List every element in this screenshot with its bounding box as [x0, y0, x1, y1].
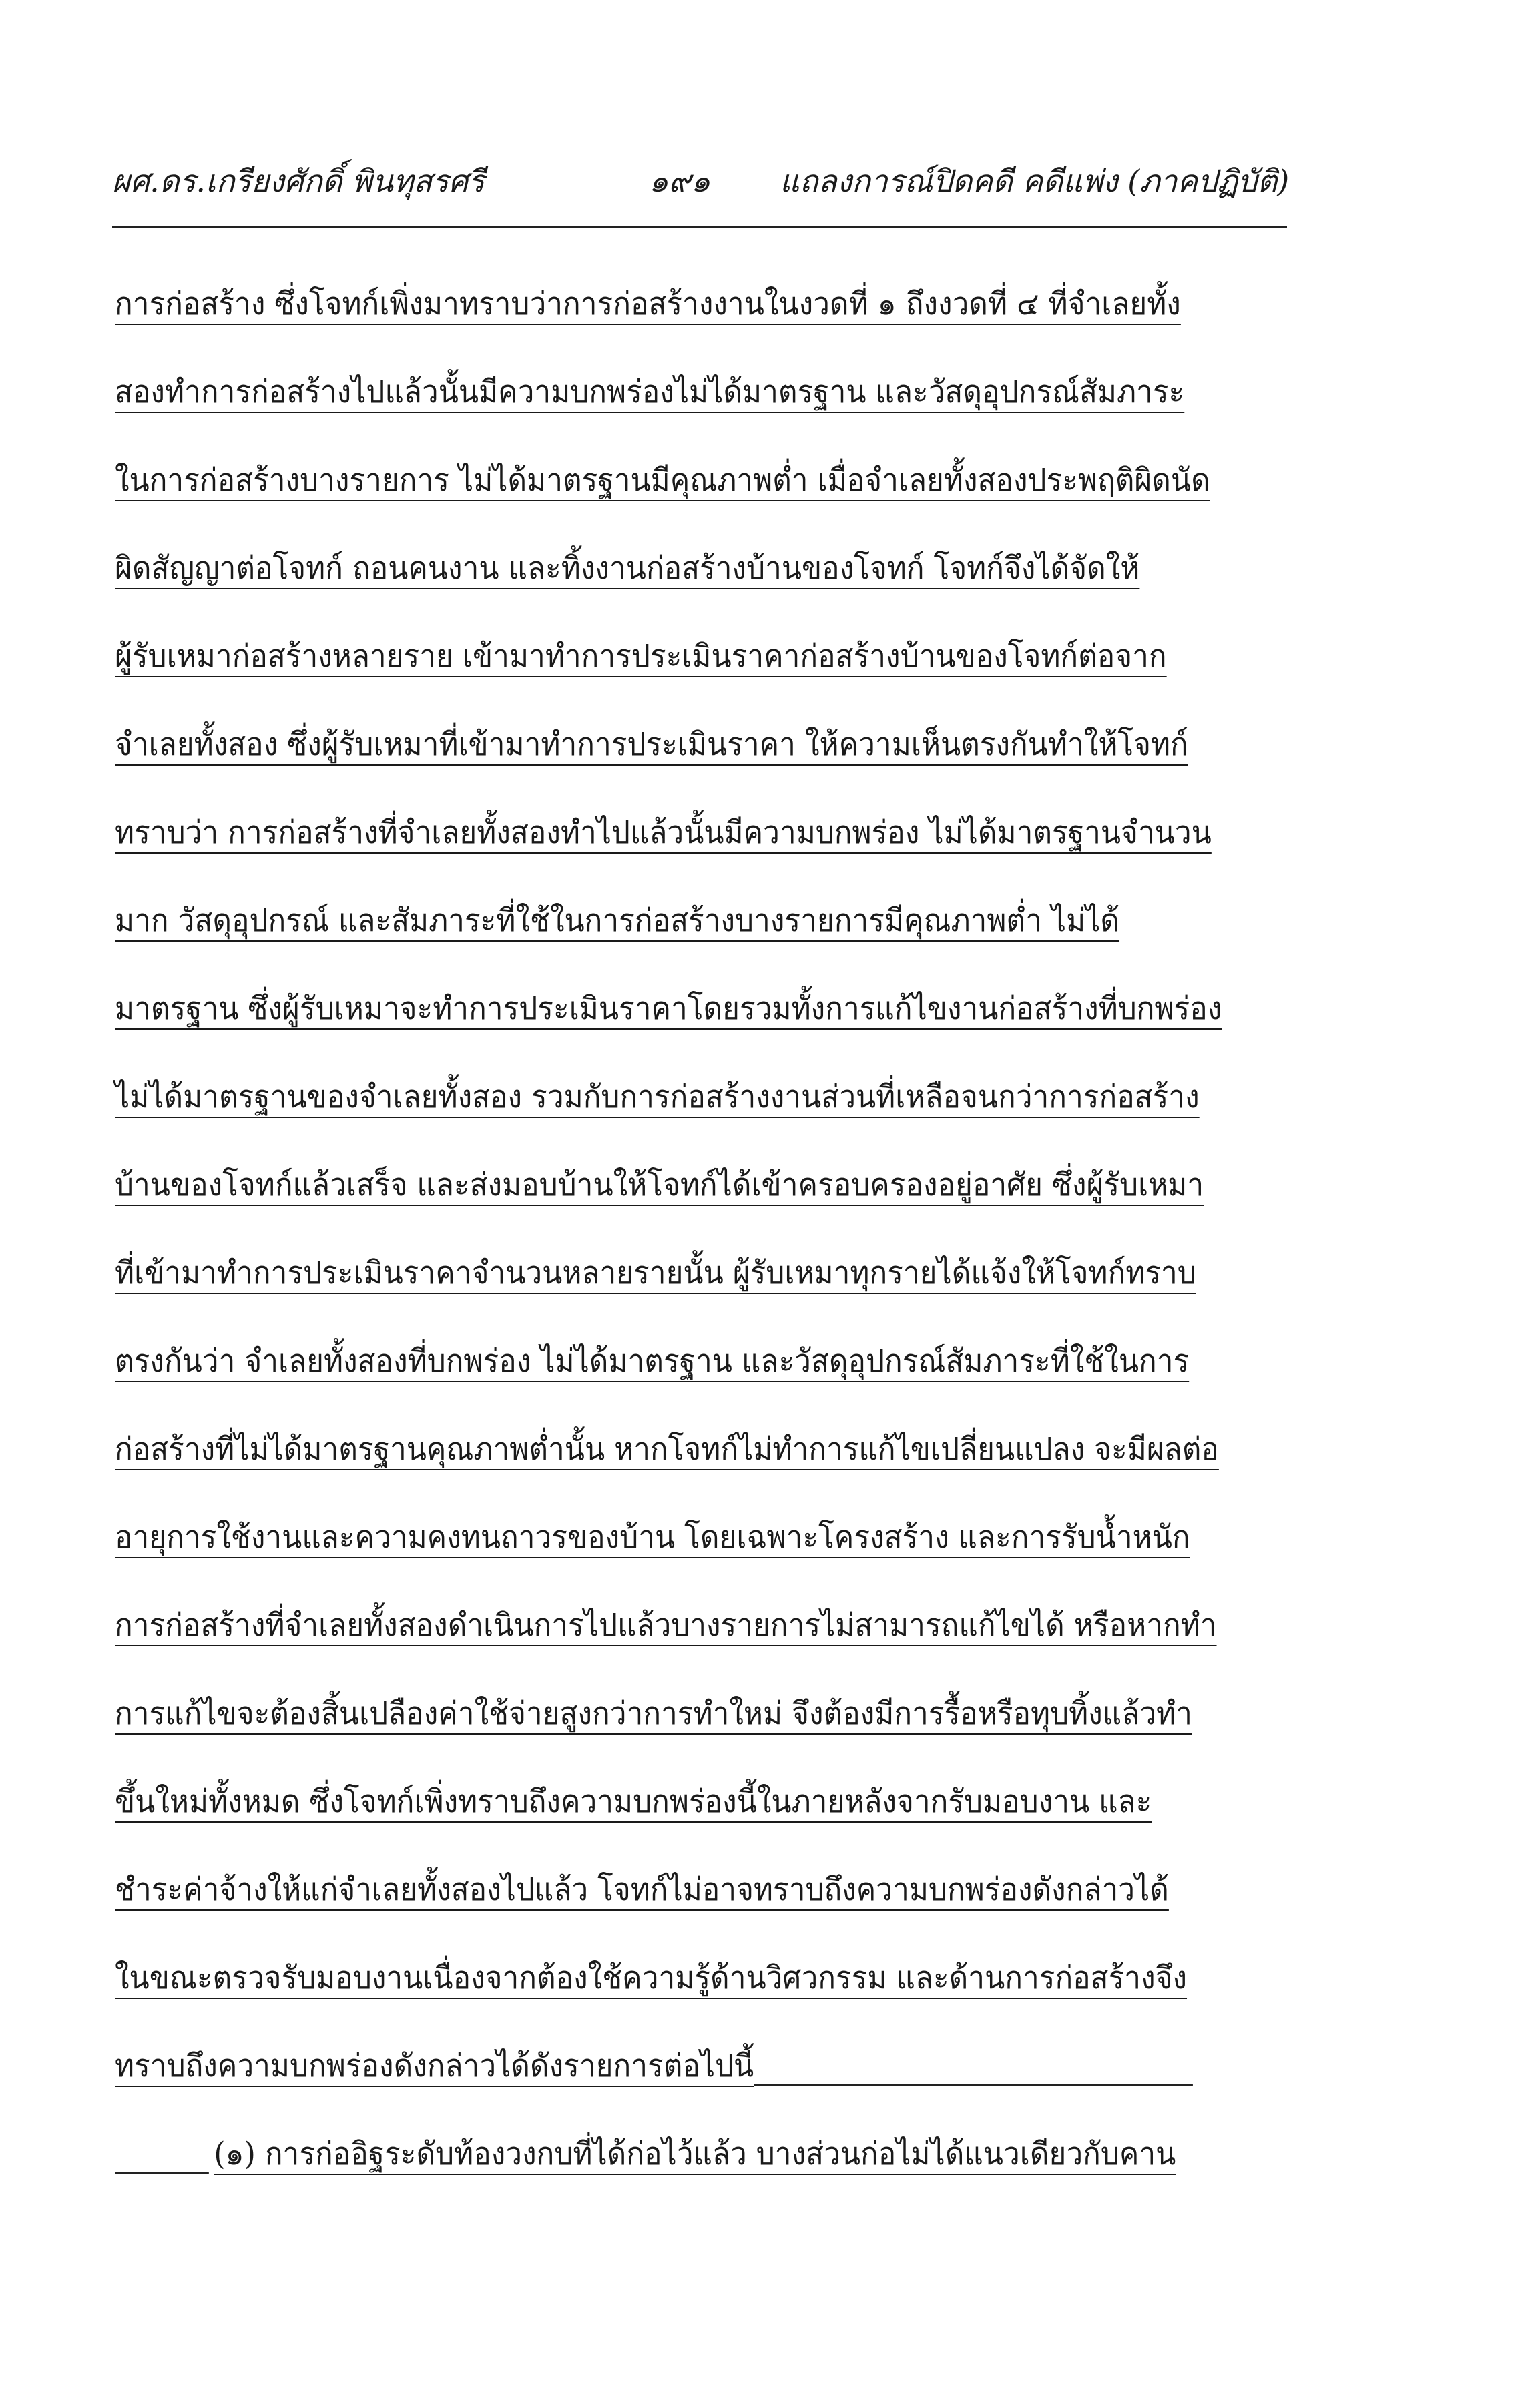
text-line: จำเลยทั้งสอง ซึ่งผู้รับเหมาที่เข้ามาทำการประเมินราคา ให้ความเห็นตรงกันทำให้โจทก์ — [115, 726, 1188, 763]
header-rule — [112, 226, 1287, 228]
text-line: อายุการใช้งานและความคงทนถาวรของบ้าน โดยเฉพาะโครงสร้าง และการรับน้ำหนัก — [115, 1519, 1190, 1556]
header-page-number: ๑๙๑ — [649, 163, 711, 199]
header-book-title: แถลงการณ์ปิดคดี คดีแพ่ง (ภาคปฏิบัติ) — [780, 163, 1290, 199]
text-line: ในขณะตรวจรับมอบงานเนื่องจากต้องใช้ความรู้ด้านวิศวกรรม และด้านการก่อสร้างจึง — [115, 1960, 1188, 1996]
text-line: ชำระค่าจ้างให้แก่จำเลยทั้งสองไปแล้ว โจทก์ไม่อาจทราบถึงความบกพร่องดังกล่าวได้ — [115, 1871, 1169, 1908]
text-line: สองทำการก่อสร้างไปแล้วนั้นมีความบกพร่องไม่ได้มาตรฐาน และวัสดุอุปกรณ์สัมภาระ — [115, 374, 1185, 410]
text-line: ทราบว่า การก่อสร้างที่จำเลยทั้งสองทำไปแล้วนั้นมีความบกพร่อง ไม่ได้มาตรฐานจำนวน — [115, 814, 1212, 851]
text-line: ในการก่อสร้างบางรายการ ไม่ได้มาตรฐานมีคุณภาพต่ำ เมื่อจำเลยทั้งสองประพฤติผิดนัด — [115, 462, 1210, 499]
text-line-last — [115, 2022, 1243, 2110]
trailing-rule — [754, 2084, 1192, 2086]
text-line: มาตรฐาน ซึ่งผู้รับเหมาจะทำการประเมินราคาโดยรวมทั้งการแก้ไขงานก่อสร้างที่บกพร่อง — [115, 990, 1222, 1027]
text-line: ตรงกันว่า จำเลยทั้งสองที่บกพร่อง ไม่ได้มาตรฐาน และวัสดุอุปกรณ์สัมภาระที่ใช้ในการ — [115, 1343, 1190, 1380]
text-line-content: ทราบถึงความบกพร่องดังกล่าวได้ดังรายการต่อไปนี้ — [115, 2048, 754, 2084]
header-author: ผศ.ดร.เกรียงศักดิ์ พินทุสรศรี — [112, 163, 485, 199]
text-line: ขึ้นใหม่ทั้งหมด ซึ่งโจทก์เพิ่งทราบถึงความบกพร่องนี้ในภายหลังจากรับมอบงาน และ — [115, 1783, 1152, 1820]
text-line: ผู้รับเหมาก่อสร้างหลายราย เข้ามาทำการประเมินราคาก่อสร้างบ้านของโจทก์ต่อจาก — [115, 638, 1167, 675]
text-line: ไม่ได้มาตรฐานของจำเลยทั้งสอง รวมกับการก่อสร้างงานส่วนที่เหลือจนกว่าการก่อสร้าง — [115, 1079, 1200, 1115]
text-line: การก่อสร้าง ซึ่งโจทก์เพิ่งมาทราบว่าการก่อสร้างงานในงวดที่ ๑ ถึงงวดที่ ๔ ที่จำเลยทั้ง — [115, 286, 1181, 322]
text-line-numbered-item — [115, 2110, 1243, 2198]
text-line: ที่เข้ามาทำการประเมินราคาจำนวนหลายรายนั้น ผู้รับเหมาทุกรายได้แจ้งให้โจทก์ทราบ — [115, 1255, 1196, 1291]
indent-rule — [115, 2172, 209, 2174]
text-line: ก่อสร้างที่ไม่ได้มาตรฐานคุณภาพต่ำนั้น หากโจทก์ไม่ทำการแก้ไขเปลี่ยนแปลง จะมีผลต่อ — [115, 1431, 1219, 1468]
text-line: มาก วัสดุอุปกรณ์ และสัมภาระที่ใช้ในการก่อสร้างบางรายการมีคุณภาพต่ำ ไม่ได้ — [115, 902, 1120, 939]
text-line: บ้านของโจทก์แล้วเสร็จ และส่งมอบบ้านให้โจทก์ได้เข้าครอบครองอยู่อาศัย ซึ่งผู้รับเหมา — [115, 1167, 1204, 1203]
text-line: ผิดสัญญาต่อโจทก์ ถอนคนงาน และทิ้งงานก่อสร้างบ้านของโจทก์ โจทก์จึงได้จัดให้ — [115, 550, 1140, 587]
text-line-content: (๑) การก่ออิฐระดับท้องวงกบที่ได้ก่อไว้แล้ว บางส่วนก่อไม่ได้แนวเดียวกับคาน — [214, 2136, 1176, 2172]
text-line: การแก้ไขจะต้องสิ้นเปลืองค่าใช้จ่ายสูงกว่าการทำใหม่ จึงต้องมีการรื้อหรือทุบทิ้งแล้วทำ — [115, 1695, 1192, 1732]
body-text — [115, 260, 1316, 2198]
page-header — [112, 151, 1290, 211]
text-line: การก่อสร้างที่จำเลยทั้งสองดำเนินการไปแล้วบางรายการไม่สามารถแก้ไขได้ หรือหากทำ — [115, 1607, 1217, 1644]
